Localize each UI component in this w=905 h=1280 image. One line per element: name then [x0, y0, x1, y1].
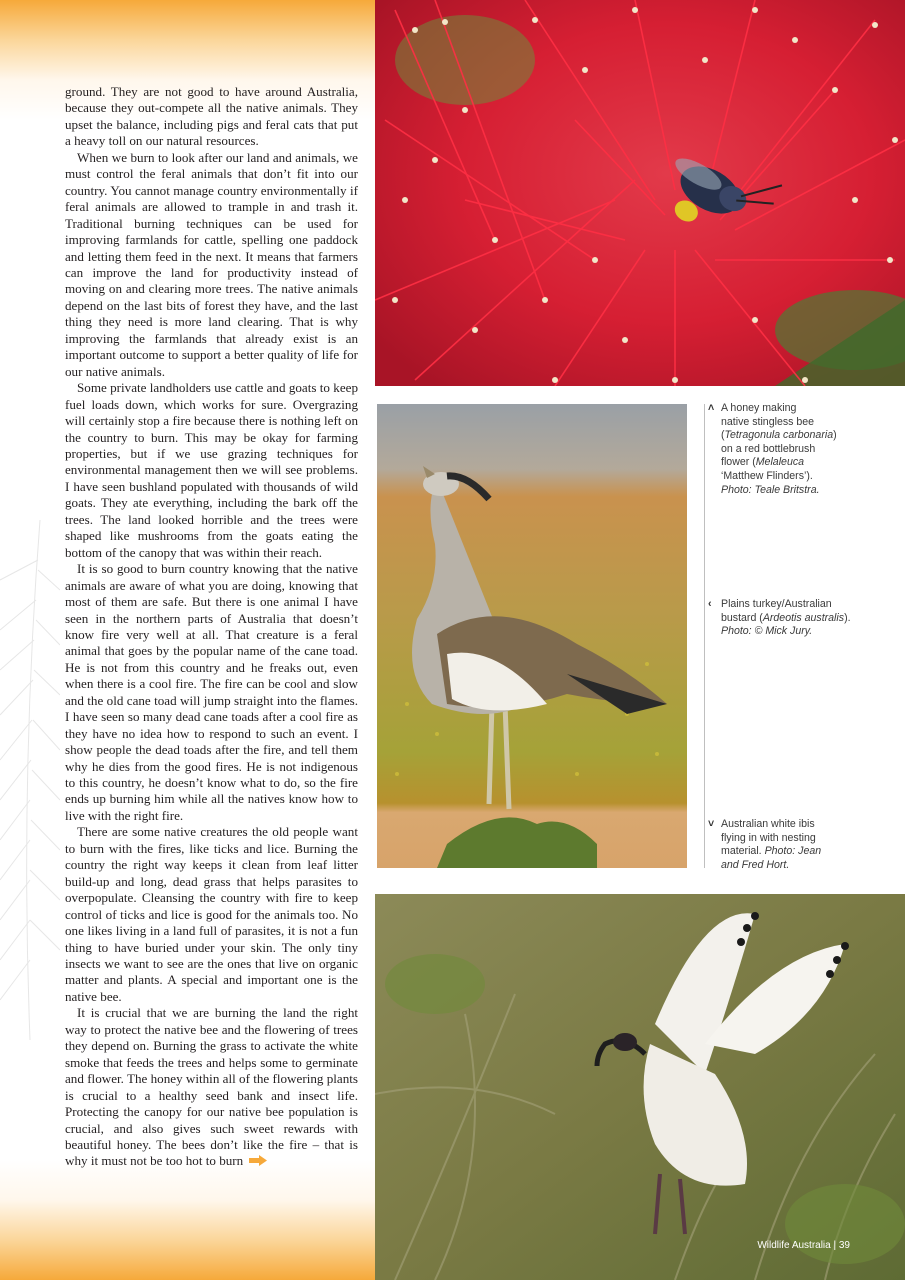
chevron-up-icon: ˄ — [708, 402, 715, 414]
chevron-left-icon: ‹ — [708, 598, 712, 610]
page-footer: Wildlife Australia | 39 — [757, 1240, 850, 1251]
paragraph-5: There are some native creatures the old people want to burn with the fires, like ticks and lice. Burning the country the right way keeps it clean from leaf litter build-up and long, dead grass that helps parasites to overpopulate. Cleansing the country with fire to keep control of ticks and lice is good for the animals too. No one likes living in a land full of parasites, it is not a fun thing to have buried under your skin. The only tiny insects we want to see are the ones that live on organic matter and plants. A special and important one is the native bee. — [65, 824, 358, 1004]
caption-divider — [704, 404, 705, 868]
photo-stingless-bee — [375, 0, 905, 386]
caption-bee: ˄ A honey making native stingless bee (Tetragonula carbonaria) on a red bottlebrush flower (Melaleuca ‘Matthew Flinders’). Photo: Teale Britstra. — [708, 402, 837, 496]
chevron-down-icon: ˅ — [708, 818, 715, 830]
text-column — [0, 0, 375, 1280]
photo-white-ibis — [375, 894, 905, 1280]
paragraph-3: Some private landholders use cattle and goats to keep fuel loads down, which works for sure. Overgrazing will certainly stop a fire because there is nothing left on the country to burn. This may be okay for farming properties, but if we use grazing techniques for environmental management then we will see problems. I have seen bushland populated with thousands of wild goats. They ate everything, including the bark off the trees. The land looked horrible and the trees were shaped like mushrooms from the goats eating the bottom of the canopy that was within their reach. — [65, 380, 358, 560]
photo-australian-bustard — [377, 404, 687, 868]
paragraph-4: It is so good to burn country knowing that the native animals are aware of what you are doing, knowing that most of them are safe. But there is one animal I have seen in the northern parts of Australia that doesn’t know fire very well at all. That creature is a feral animal that goes by the popular name of the cane toad. He is not from this country and he freaks out, even when there is a cool fire. The fire can be cool and slow and the old cane toad will jump straight into the flames. I have seen so many dead cane toads after a cool fire as they have no idea how to respond to such an event. I show people the dead toads after the fire, and tell them why he dies from the good fires. He is not indigenous to this country, he doesn’t know what to do, so the fire ends up burning him while all the natives know how to live with the right fire. — [65, 561, 358, 823]
paragraph-6-text: It is crucial that we are burning the land the right way to protect the native bee and the flowering of trees they depend on. Burning the grass to activate the white smoke that feeds the trees and helps some to germinate and flower. The honey within all of the flowering plants is crucial to a healthy seed bank and insect life. Protecting the canopy for our native bee population is crucial, and also gives such sweet rewards with beautiful honey. The bees don’t like the fire – that is why it must not be too hot to burn — [65, 1005, 358, 1169]
paragraph-1: ground. They are not good to have around Australia, because they out-compete all the native animals. They upset the balance, including pigs and feral cats that put a heavy toll on our natural resources. — [65, 84, 358, 149]
paragraph-6 — [65, 1005, 358, 1170]
feather-watermark — [0, 520, 60, 1040]
caption-ibis: ˅ Australian white ibis flying in with nesting material. Photo: Jean and Fred Hort. — [708, 818, 822, 871]
arrow-right-icon[interactable] — [249, 1155, 267, 1166]
article-body — [65, 84, 358, 1170]
paragraph-2: When we burn to look after our land and animals, we must control the feral animals that don’t fit into our country. You cannot manage country environmentally if feral animals are allowed to trample in and trash it. Traditional burning techniques can be used for improving farmlands for cattle, spelling one paddock and letting them feed in the next. It means that farmers can improve the land for productivity instead of moving on and clearing more trees. The native animals depend on the last bits of forest they have, and the last thing they need is more land clearing. That is why improving the farmlands that already exist is an important outcome to support a better quality of life for our native animals. — [65, 149, 358, 379]
caption-bustard: ‹ Plains turkey/Australian bustard (Ardeotis australis). Photo: © Mick Jury. — [708, 598, 851, 638]
